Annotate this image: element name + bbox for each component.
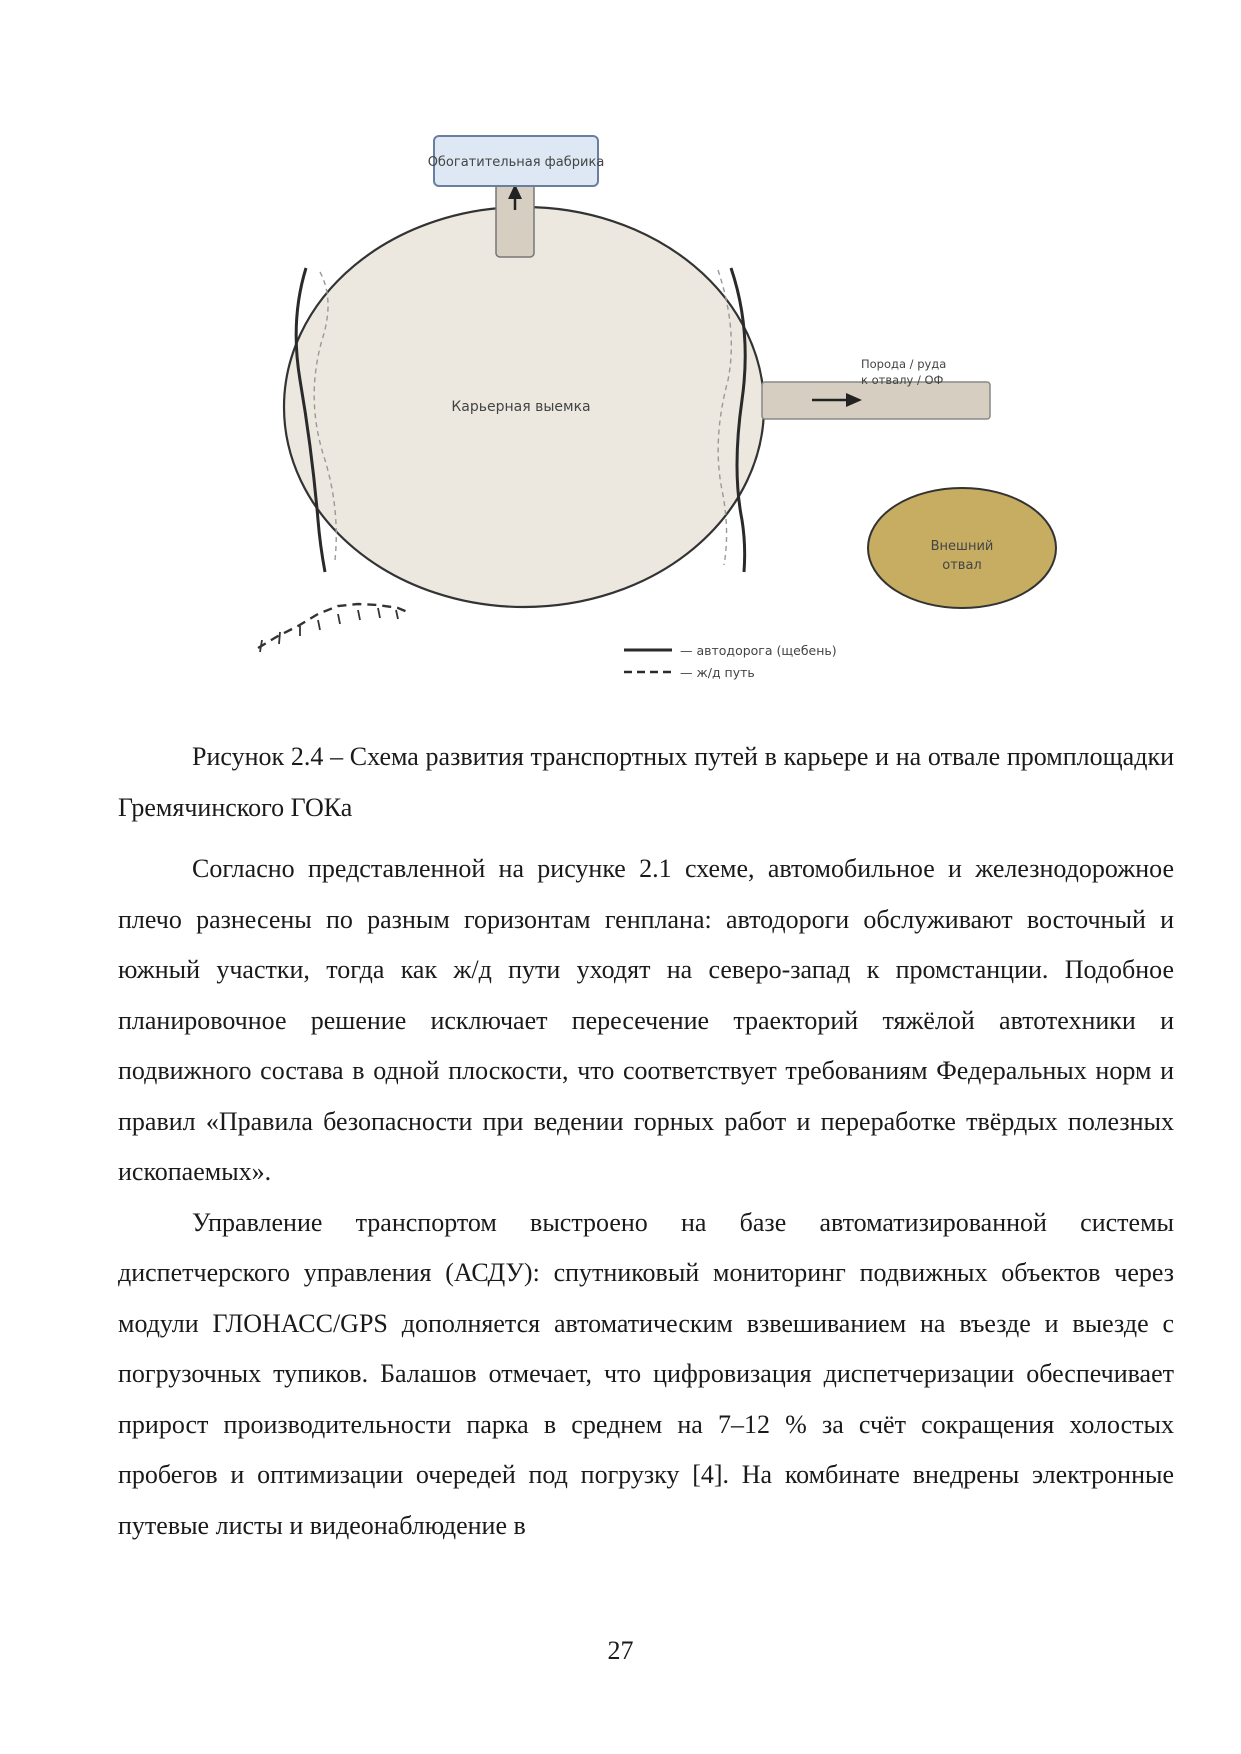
conveyor-to-dump (762, 382, 990, 419)
conveyor-label-line1: Порода / руда (861, 357, 947, 371)
rail-spur (258, 604, 410, 648)
dump-label-line2: отвал (942, 558, 982, 573)
body-text (118, 844, 1174, 1551)
legend-road-label: — автодорога (щебень) (680, 643, 837, 658)
paragraph-2: Управление транспортом выстроено на базе автоматизированной системы диспетчерского управления (АСДУ): спутниковый мониторинг подвижных объектов через модули ГЛОНАСС/GPS дополняется автоматическим взвешиванием на въезде и выезде с погрузочных тупиков. Балашов отмечает, что цифровизация диспетчеризации обеспечивает прирост производительности парка в среднем на 7–12 % за счёт сокращения холостых пробегов и оптимизации очередей под погрузку [4]. На комбинате внедрены электронные путевые листы и видеонаблюдение в (118, 1207, 1174, 1540)
page-number: 27 (607, 1636, 634, 1665)
conveyor-label-line2: к отвалу / ОФ (861, 373, 944, 387)
transport-scheme-figure (0, 0, 1241, 720)
pit-label: Карьерная выемка (451, 399, 591, 415)
figure-caption: Рисунок 2.4 – Схема развития транспортных путей в карьере и на отвале промплощадки Гремячинского ГОКа (118, 742, 1174, 822)
dump-label-line1: Внешний (930, 539, 994, 554)
factory-label: Обогатительная фабрика (427, 155, 605, 170)
paragraph-1: Согласно представленной на рисунке 2.1 схеме, автомобильное и железнодорожное плечо разнесены по разным горизонтам генплана: автодороги обслуживают восточный и южный участки, тогда как ж/д пути уходят на северо-запад к промстанции. Подобное планировочное решение исключает пересечение траекторий тяжёлой автотехники и подвижного состава в одной плоскости, что соответствует требованиям Федеральных норм и правил «Правила безопасности при ведении горных работ и переработке твёрдых полезных ископаемых». (118, 854, 1174, 1186)
legend-rail-label: — ж/д путь (680, 665, 755, 680)
figure-caption-block (118, 732, 1174, 833)
rail-spur-sleepers (260, 608, 398, 652)
transport-scheme-diagram (0, 0, 1241, 720)
